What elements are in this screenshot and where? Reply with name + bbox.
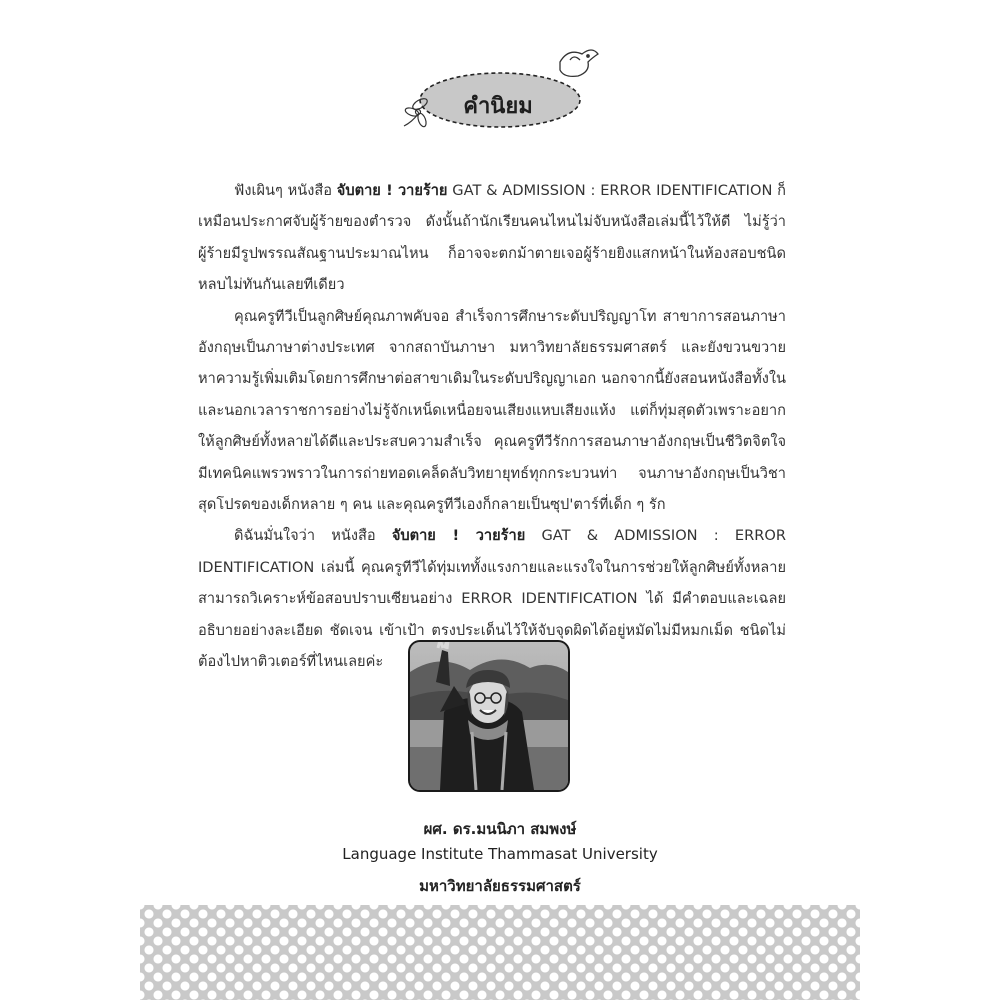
p3-rest: GAT & ADMISSION : ERROR IDENTIFICATION เล่มนี้ คุณครูทีวีได้ทุ่มเททั้งแรงกายและแรงใจในการช่วยให้ลูกศิษย์ทั้งหลายสามารถวิเคราะห์ข้อสอบปราบเซียนอย่าง ERROR IDENTIFICATION ได้ มีคำตอบและเฉลยอธิบายอย่างละเอียด ชัดเจน เข้าเป้า ตรงประเด็นไว้ให้จับจุดผิดได้อยู่หมัดไม่มีหมกเม็ด ชนิดไม่ต้องไปหาติวเตอร์ที่ไหนเลยค่ะ — [198, 527, 786, 671]
p3-lead: ดิฉันมั่นใจว่า หนังสือ — [234, 527, 392, 545]
p1-rest: GAT & ADMISSION : ERROR IDENTIFICATION ก็เหมือนประกาศจับผู้ร้ายของตำรวจ ดังนั้นถ้านักเรียนคนไหนไม่จับหนังสือเล่มนี้ไว้ให้ดี ไม่รู้ว่าผู้ร้ายมีรูปพรรณสัณฐานประมาณไหน ก็อาจจะตกม้าตายเจอผู้ร้ายยิงแสกหน้าในห้องสอบชนิดหลบไม่ทันกันเลยทีเดียว — [198, 182, 786, 294]
author-photo — [408, 640, 570, 792]
p3-book-title: จับตาย ! วายร้าย — [391, 527, 526, 545]
polka-dot-footer — [140, 905, 860, 1000]
p1-lead: ฟังเผินๆ หนังสือ — [234, 182, 337, 199]
portrait-image — [410, 642, 568, 790]
title-badge — [400, 40, 610, 140]
author-institute: Language Institute Thammasat University — [342, 845, 658, 863]
author-name: ผศ. ดร.มนนิภา สมพงษ์ — [423, 820, 577, 838]
page-title: คำนิยม — [463, 94, 533, 119]
author-university: มหาวิทยาลัยธรรมศาสตร์ — [419, 877, 581, 895]
foreword-body — [198, 175, 786, 678]
paragraph-2: คุณครูทีวีเป็นลูกศิษย์คุณภาพคับจอ สำเร็จการศึกษาระดับปริญญาโท สาขาการสอนภาษาอังกฤษเป็นภาษาต่างประเทศ จากสถาบันภาษา มหาวิทยาลัยธรรมศาสตร์ และยังขวนขวายหาความรู้เพิ่มเติมโดยการศึกษาต่อสาขาเดิมในระดับปริญญาเอก นอกจากนี้ยังสอนหนังสือทั้งในและนอกเวลาราชการอย่างไม่รู้จักเหน็ดเหนื่อยจนเสียงแหบเสียงแห้ง แต่ก็ทุ่มสุดตัวเพราะอยากให้ลูกศิษย์ทั้งหลายได้ดีและประสบความสำเร็จ คุณครูทีวีรักการสอนภาษาอังกฤษเป็นชีวิตจิตใจ มีเทคนิคแพรวพราวในการถ่ายทอดเคล็ดลับวิทยายุทธ์ทุกกระบวนท่า จนภาษาอังกฤษเป็นวิชาสุดโปรดของเด็กหลาย ๆ คน และคุณครูทีวีเองก็กลายเป็นซุป'ตาร์ที่เด็ก ๆ รัก — [198, 307, 786, 514]
paragraph-1 — [198, 175, 786, 301]
p1-book-title: จับตาย ! วายร้าย — [336, 182, 448, 199]
